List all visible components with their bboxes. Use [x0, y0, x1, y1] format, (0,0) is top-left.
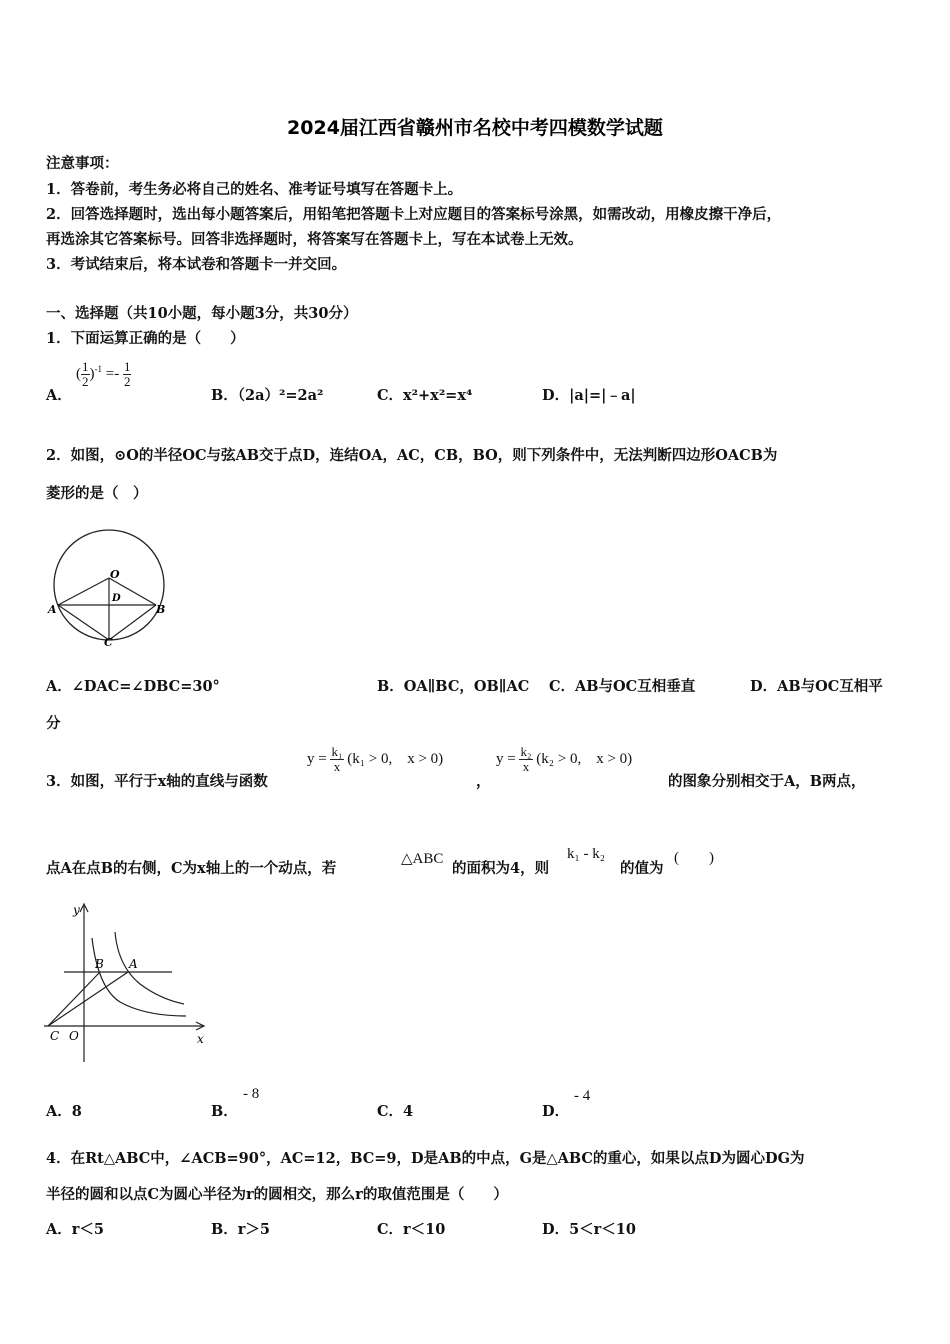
q2-option-a: A．∠DAC=∠DBC=30° [46, 678, 220, 695]
q1-stem: 1．下面运算正确的是（ ） [46, 330, 245, 347]
q3-line2-c: 的值为 [620, 860, 664, 877]
q3-label-c: C [50, 1029, 60, 1043]
q1-option-a-math [76, 360, 131, 389]
page-title: 2024届江西省赣州市名校中考四模数学试题 [287, 117, 663, 139]
q4-stem: 4．在Rt△ABC中，∠ACB=90°，AC=12，BC=9，D是AB的中点，G是△ABC的重心，如果以点D为圆心DG为 [46, 1150, 805, 1167]
q3-curve-k1 [115, 932, 184, 1004]
q4-option-c: C．r＜10 [377, 1221, 446, 1238]
q2-option-d-cont: 分 [46, 715, 61, 732]
q2-label-d: D [112, 593, 121, 604]
q3-label-a: A [129, 957, 138, 971]
q1-a-exp: -1 [94, 363, 102, 374]
q4-option-d: D．5＜r＜10 [542, 1221, 636, 1238]
q3-stem-end: 的图象分别相交于A，B两点， [668, 773, 866, 790]
q3-function-2: y = $\frac{\text{k₂}}{x}$ (k₂ > 0, x > 0) [496, 744, 633, 774]
q1-a-eq: =- [105, 365, 120, 382]
q3-graph-figure [40, 898, 212, 1068]
notice-item-2-cont: 再选涂其它答案标号。回答非选择题时，将答案写在答题卡上，写在本试卷上无效。 [46, 231, 583, 248]
q3-option-a: A．8 [46, 1103, 82, 1120]
q1-option-b: B．（2a）²=2a² [211, 387, 324, 404]
section-heading: 一、选择题（共10小题，每小题3分，共30分） [46, 305, 358, 322]
notice-item-3: 3．考试结束后，将本试卷和答题卡一并交回。 [46, 256, 347, 273]
q4-option-a: A．r＜5 [46, 1221, 104, 1238]
q1-a-rfrac: $\frac{1}{2}$ [123, 359, 131, 389]
q3-label-o: O [69, 1029, 79, 1043]
q4-stem-cont: 半径的圆和以点C为圆心半径为r的圆相交，那么r的取值范围是（ ） [46, 1186, 508, 1203]
q3-k-diff: k₁ - k₂ [567, 846, 605, 862]
q3-function-1: y = $\frac{\text{k₁}}{x}$ (k₁ > 0, x > 0) [307, 744, 444, 774]
q1-a-open: ( [76, 365, 81, 382]
q2-segment-oa [58, 578, 109, 605]
q3-comma: ， [476, 773, 491, 790]
q3-label-b: B [95, 957, 104, 971]
q2-label-a: A [48, 603, 57, 616]
q3-curve-k2 [92, 938, 186, 1016]
q3-line2-a: 点A在点B的右侧，C为x轴上的一个动点，若 [46, 860, 337, 877]
q1-a-frac: $\frac{1}{2}$ [82, 359, 89, 389]
q3-option-d-value: - 4 [574, 1088, 591, 1104]
q3-f2-frac: $\frac{\text{k₂}}{x}$ [520, 744, 532, 774]
q3-option-c: C．4 [377, 1103, 414, 1120]
q3-line2-b: 的面积为4，则 [452, 860, 550, 877]
q3-option-d: D． [542, 1103, 570, 1120]
q1-option-c: C．x²+x²=x⁴ [377, 387, 473, 404]
q2-stem: 2．如图，⊙O的半径OC与弦AB交于点D，连结OA，AC，CB，BO，则下列条件中，无法判断四边形OACB为 [46, 447, 778, 464]
notice-item-1: 1．答卷前，考生务必将自己的姓名、准考证号填写在答题卡上。 [46, 181, 463, 198]
q2-option-b: B．OA∥BC，OB∥AC [377, 678, 530, 695]
q2-circle-figure [44, 520, 174, 650]
q1-option-a-label: A． [46, 387, 72, 404]
notice-heading: 注意事项： [46, 155, 119, 172]
q3-triangle: △ABC [401, 851, 444, 867]
q2-stem-cont: 菱形的是（ ） [46, 485, 148, 502]
q3-paren: ( ) [674, 850, 714, 866]
q3-option-b-value: - 8 [243, 1086, 260, 1102]
q3-option-b: B． [211, 1103, 238, 1120]
q3-label-x: x [197, 1032, 204, 1046]
q1-a-close: ) [89, 365, 95, 382]
q2-segment-ac [58, 605, 109, 640]
q2-label-c: C [104, 636, 113, 649]
q3-stem-start: 3．如图，平行于x轴的直线与函数 [46, 773, 268, 790]
q3-label-y: y [73, 903, 80, 917]
q4-option-b: B．r＞5 [211, 1221, 270, 1238]
q2-label-o: O [110, 568, 120, 581]
q2-option-c: C．AB与OC互相垂直 [549, 678, 696, 695]
q3-segment-cb [48, 972, 100, 1026]
q2-label-b: B [156, 603, 166, 616]
q3-f1-frac: $\frac{\text{k₁}}{x}$ [331, 744, 343, 774]
q2-option-d: D．AB与OC互相平 [750, 678, 883, 695]
q1-option-d: D．|a|=|﹣a| [542, 387, 636, 404]
notice-item-2: 2．回答选择题时，选出每小题答案后，用铅笔把答题卡上对应题目的答案标号涂黑，如需改动，用橡皮擦干净后， [46, 206, 782, 223]
